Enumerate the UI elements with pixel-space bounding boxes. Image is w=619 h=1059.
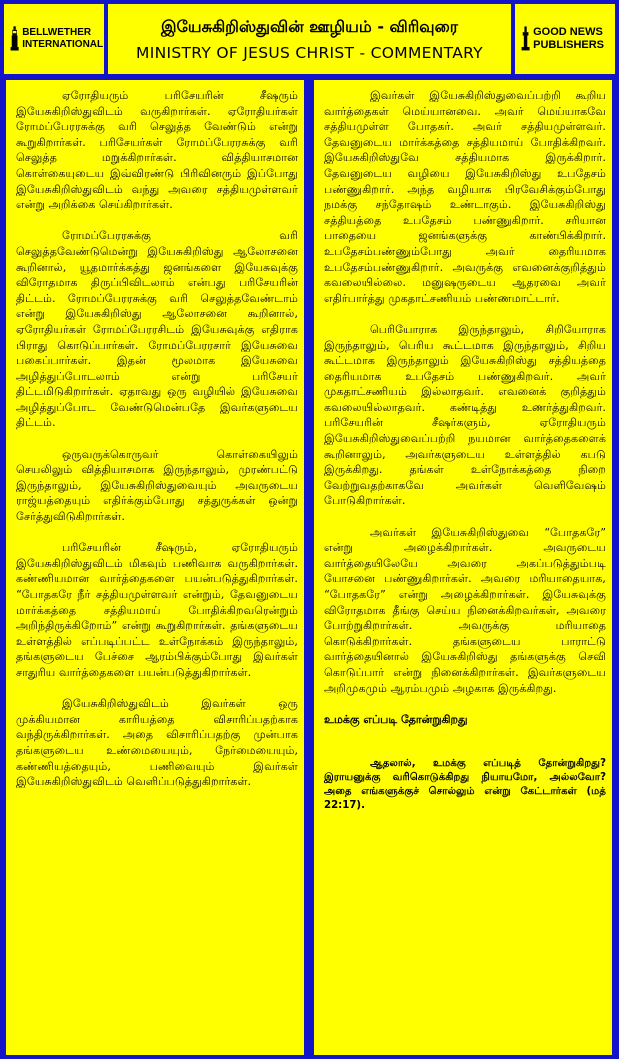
paragraph: இவர்கள் இயேசுகிறிஸ்துவைப்பற்றி கூறிய வார்த்தைகள் மெய்யானவை. அவர் மெய்யாகவே சத்தியமுள்ள போதகர். அவர் சத்தியமுள்ளவர். தேவனுடைய மார்க்கத்தை சத்தியமாய் போதிக்கிறவர். இயேசுகிறிஸ்துவே சத்தியமாக இருக்கிறார். தேவனுடைய வழியை இயேசுகிறிஸ்து உபதேசம் பண்ணுகிறார். அந்த வழியாக பிரவேசிக்கும்போது நமக்கு சந்தோஷம் உண்டாகும். இயேசுகிறிஸ்து சத்தியத்தை உபதேசம் பண்ணுகிறார். சரியான பாதையை ஜனங்களுக்கு காண்பிக்கிறார். உபதேசம்பண்ணும்போது அவர் தைரியமாக உபதேசம்பண்ணுகிறார். அவருக்கு எவனைக்குறித்தும் கவலையில்லை. மனுஷருடைய ஆதரவை அவர் எதிர்பார்த்து முகதாட்சணியம் பண்ணமாட்டார். <box>324 89 606 305</box>
page-title-english: MINISTRY OF JESUS CHRIST - COMMENTARY <box>136 43 483 62</box>
bellwether-logo-text: BELLWETHER INTERNATIONAL <box>22 27 104 50</box>
paragraph: ஏரோதியரும் பரிசேயரின் சீஷரும் இயேசுகிறிஸ்துவிடம் வருகிறார்கள். ஏரோதியர்கள் ரோமப்பேரரசுக்கு வரி செலுத்த வேண்டும் என்று கூறுகிறார்கள். பரிசேயர்கள் ரோமப்பேரரசுக்கு வரி செலுத்த மறுக்கிறார்கள். வித்தியாசமான கொள்கையுடைய இவ்விரண்டு பிரிவினரும் இப்போது இயேசுகிறிஸ்துவிடம் வந்து அவரை சத்தியமுள்ளவர் என்று அறிக்கை செய்கிறார்கள். <box>16 89 298 212</box>
bell-tower-icon <box>10 17 19 61</box>
good-news-logo-mark <box>521 17 615 61</box>
page-title-tamil: இயேசுகிறிஸ்துவின் ஊழியம் - விரிவுரை <box>160 16 458 36</box>
good-news-logo-text: GOOD NEWS PUBLISHERS <box>533 26 605 51</box>
lamp-icon <box>521 17 530 61</box>
paragraph: ஒருவருக்கொருவர் கொள்கையிலும் செயலிலும் வித்தியாசமாக இருந்தாலும், முரண்பட்டு இருந்தாலும், இயேசுகிறிஸ்துவையும் அவருடைய ராஜ்யத்தையும் எதிர்க்கும்போது சத்துருக்கள் ஒன்று சேர்த்துவிடுகிறார்கள். <box>16 447 298 524</box>
page-header <box>4 4 615 74</box>
good-news-logo <box>515 4 615 74</box>
section-heading: உமக்கு எப்படி தோன்றுகிறது <box>324 712 468 726</box>
bellwether-logo <box>4 4 104 74</box>
paragraph: பெரியோராக இருந்தாலும், சிறியோராக இருந்தாலும், பெரிய கூட்டமாக இருந்தாலும், சிறிய கூட்டமாக இருந்தாலும் இயேசுகிறிஸ்து சத்தியத்தை தைரியமாக உபதேசம் பண்ணுகிறவர். அவர் முகதாட்சணியம் இல்லாதவர். எவனைக் குறித்தும் கவலையில்லாதவர். கண்டித்து உணர்த்துகிறவர். பரிசேயரின் சீஷர்களும், ஏரோதியரும் இயேசுகிறிஸ்துவைப்பற்றி நயமான வார்த்தைகளைக் கூறினாலும், அவர்களுடைய உள்ளத்தில் கபடு இருக்கிறது. தங்கள் உள்நோக்கத்தை நிறை வேற்றுவதற்காகவே அவர்கள் வெளிவேஷம் போடுகிறார்கள். <box>324 322 606 508</box>
bellwether-logo-mark <box>10 17 110 61</box>
paragraph: இயேசுகிறிஸ்துவிடம் இவர்கள் ஒரு முக்கியமான காரியத்தை விசாரிப்பதற்காக வந்திருக்கிறார்கள். அதை விசாரிப்பதற்கு முன்பாக தங்களுடைய உண்மையையும், நேர்மையையும், கண்ணியத்தையும், பணிவையும் இவர்கள் இயேசுகிறிஸ்துவிடம் வெளிப்படுத்துகிறார்கள். <box>16 697 298 789</box>
title-box <box>108 4 511 74</box>
right-column <box>314 80 612 1055</box>
paragraph: அவர்கள் இயேசுகிறிஸ்துவை “போதகரே” என்று அழைக்கிறார்கள். அவருடைய வார்த்தையிலேயே அவரை அகப்படுத்தும்படி யோசனை பண்ணுகிறார்கள். அவரை மரியாதையாக, “போதகரே” என்று அழைக்கிறார்கள். இயேசுவுக்கு விரோதமாக தீங்கு செய்ய நினைக்கிறவர்கள், அவரை போற்றுகிறார்கள். அவருக்கு மரியாதை கொடுக்கிறார்கள். தங்களுடைய பாராட்டு வார்த்தையினால் இயேசுகிறிஸ்து தங்களுக்கு செவி கொடுப்பார் என்று நினைக்கிறார்கள். இவர்களுடைய அறிமுகமும் ஆரம்பமும் அழகாக இருக்கிறது. <box>324 525 606 695</box>
scripture-question: ஆதலால், உமக்கு எப்படித் தோன்றுகிறது? இராயனுக்கு வரிகொடுக்கிறது நியாயமோ, அல்லவோ? அதை எங்களுக்குச் சொல்லும் என்று கேட்டார்கள் (மத் 22:17). <box>324 758 606 811</box>
left-column <box>6 80 304 1055</box>
paragraph: பரிசேயரின் சீஷரும், ஏரோதியரும் இயேசுகிறிஸ்துவிடம் மிகவும் பணிவாக வருகிறார்கள். கண்ணியமான வார்த்தைகளை பயன்படுத்துகிறார்கள். “போதகரே நீர் சத்தியமுள்ளவர் என்றும், தேவனுடைய மார்க்கத்தை சத்தியமாய் போதிக்கிறவரென்றும் அறிந்திருக்கிறோம்” என்று கூறுகிறார்கள். தங்களுடைய உள்ளத்தில் எப்படிப்பட்ட உள்நோக்கம் இருந்தாலும், தங்களுடைய பேச்சை ஆரம்பிக்கும்போது இவர்கள் சாதுரிய வார்த்தைகளை பயன்படுத்துகிறார்கள். <box>16 541 298 679</box>
paragraph: ரோமப்பேரரசுக்கு வரி செலுத்தவேண்டுமென்று இயேசுகிறிஸ்து ஆலோசனை கூறினால், யூதமார்க்கத்து ஜனங்களை இயேசுவுக்கு விரோதமாக திருப்பிவிடலாம் என்பது பரிசேயரின் திட்டம். ரோமப்பேரரசுக்கு வரி செலுத்தவேண்டாம் என்று இயேசுகிறிஸ்து ஆலோசனை கூறினால், ஏரோதியர்கள் ரோமப்பேரரசிடம் இயேசுவுக்கு எதிராக பிராது கொடுப்பார்கள். ரோமப்பேரரசார் இயேசுவை பகைப்பார்கள். இதன் மூலமாக இயேசுவை அழித்துப்போடலாம் என்று பரிசேயர் திட்டமிடுகிறார்கள். ஏதாவது ஒரு வழியில் இயேசுவை அழித்துப்போட வேண்டுமென்பதே இவர்களுடைய திட்டம். <box>16 229 298 430</box>
